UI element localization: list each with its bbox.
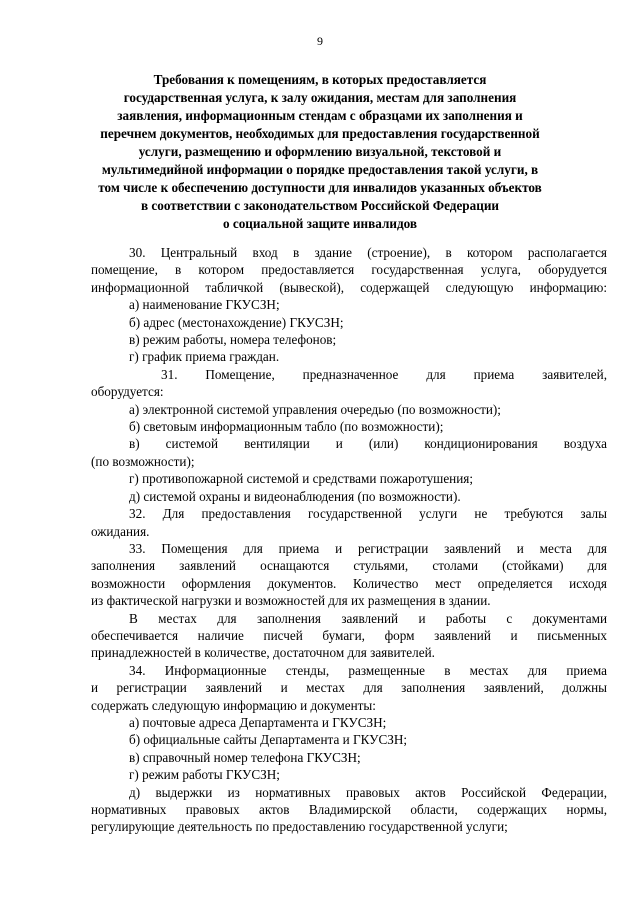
section-title (80, 71, 560, 233)
paragraph-34-line: и регистрации заявлений и местах для заполнения заявлений, должны (91, 680, 607, 696)
title-line: перечнем документов, необходимых для предоставления государственной (100, 126, 540, 141)
paragraph-31-line: оборудуется: (91, 384, 164, 400)
paragraph-line: принадлежностей в количестве, достаточном для заявителей. (91, 645, 435, 661)
body-text (91, 244, 607, 836)
paragraph-33-line: из фактической нагрузки и возможностей для их размещения в здании. (91, 593, 491, 609)
list-item: д) выдержки из нормативных правовых актов Российской Федерации, (129, 784, 607, 800)
paragraph-32-line: 32. Для предоставления государственной услуги не требуются залы (129, 506, 607, 522)
paragraph-33-line: заполнения заявлений оснащаются стульями, столами (стойками) для (91, 558, 607, 574)
title-line: мультимедийной информации о порядке предоставления такой услуги, в (101, 162, 539, 177)
list-item: в) режим работы, номера телефонов; (129, 332, 337, 348)
list-item: б) официальные сайты Департамента и ГКУСЗН; (129, 732, 408, 748)
page-number: 9 (317, 34, 323, 48)
list-item: регулирующие деятельность по предоставлению государственной услуги; (91, 819, 508, 835)
list-item: г) противопожарной системой и средствами пожаротушения; (129, 471, 474, 487)
paragraph-30-line: помещение, в котором предоставляется государственная услуга, оборудуется (91, 262, 607, 278)
paragraph-34-line: содержать следующую информацию и документы: (91, 697, 376, 713)
list-item: в) системой вентиляции и (или) кондиционирования воздуха (129, 436, 607, 452)
title-line: государственная услуга, к залу ожидания, местам для заполнения (123, 90, 517, 105)
paragraph-34-line: 34. Информационные стенды, размещенные в местах для приема (129, 662, 607, 678)
title-line: о социальной защите инвалидов (222, 216, 418, 231)
paragraph-30-line: 30. Центральный вход в здание (строение), в котором располагается (129, 245, 607, 260)
paragraph-32-line: ожидания. (91, 523, 150, 539)
title-line: заявления, информационным стендам с образцами их заполнения и (117, 108, 523, 123)
paragraph-33-line: 33. Помещения для приема и регистрации заявлений и места для (129, 540, 607, 556)
paragraph-line: обеспечивается наличие писчей бумаги, форм заявлений и письменных (91, 627, 607, 643)
list-item: б) световым информационным табло (по возможности); (129, 419, 444, 435)
paragraph-31-line: 31. Помещение, предназначенное для приема заявителей, (161, 366, 607, 382)
list-item: нормативных правовых актов Владимирской области, содержащих нормы, (91, 802, 607, 817)
list-item: г) график приема граждан. (129, 349, 280, 365)
paragraph-33-line: возможности оформления документов. Количество мест определяется исходя (91, 575, 607, 591)
title-line: услуги, размещению и оформлению визуальной, текстовой и (138, 144, 502, 159)
list-item: б) адрес (местонахождение) ГКУСЗН; (129, 314, 344, 330)
title-line: том числе к обеспечению доступности для инвалидов указанных объектов (98, 180, 542, 195)
list-item: д) системой охраны и видеонаблюдения (по возможности). (129, 488, 461, 504)
list-item: г) режим работы ГКУСЗН; (129, 767, 280, 783)
list-item: (по возможности); (91, 453, 195, 469)
title-line: в соответствии с законодательством Российской Федерации (140, 198, 500, 213)
title-line: Требования к помещениям, в которых предоставляется (153, 72, 487, 87)
paragraph-line: В местах для заполнения заявлений и работы с документами (129, 610, 607, 626)
list-item: а) электронной системой управления очередью (по возможности); (129, 401, 501, 417)
list-item: а) наименование ГКУСЗН; (129, 297, 280, 313)
list-item: в) справочный номер телефона ГКУСЗН; (129, 749, 361, 765)
list-item: а) почтовые адреса Департамента и ГКУСЗН; (129, 714, 387, 730)
paragraph-30-line: информационной табличкой (вывеской), содержащей следующую информацию: (91, 279, 607, 295)
